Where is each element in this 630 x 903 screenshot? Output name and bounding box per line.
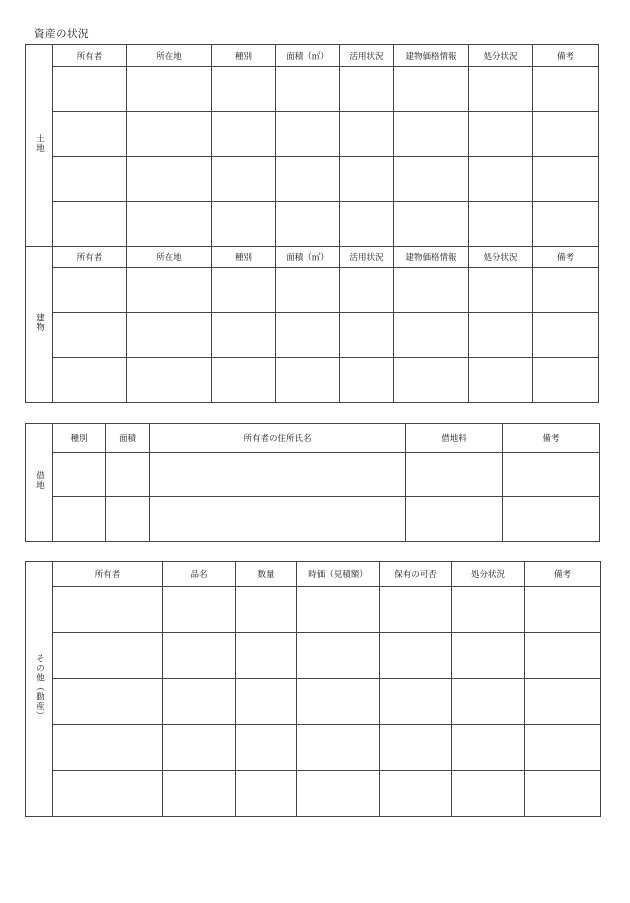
building-row — [26, 313, 599, 358]
land-col-type: 種別 — [212, 45, 276, 67]
land-col-owner: 所有者 — [53, 45, 127, 67]
land-col-price-info: 建物価格情報 — [394, 45, 469, 67]
building-col-price-info: 建物価格情報 — [394, 247, 469, 268]
leased-col-type: 種別 — [53, 424, 106, 453]
leased-land-row — [26, 497, 600, 542]
land-col-disposal: 処分状況 — [469, 45, 533, 67]
leased-col-remarks: 備考 — [503, 424, 600, 453]
other-col-item-name: 品名 — [163, 562, 236, 587]
land-col-area: 面積（㎡） — [276, 45, 340, 67]
other-col-market-value: 時価（見積額） — [297, 562, 380, 587]
other-row — [26, 725, 601, 771]
other-row — [26, 633, 601, 679]
leased-col-area: 面積 — [106, 424, 150, 453]
leased-col-owner-address: 所有者の住所氏名 — [150, 424, 406, 453]
other-col-retention: 保有の可否 — [380, 562, 452, 587]
building-col-disposal: 処分状況 — [469, 247, 533, 268]
other-row — [26, 771, 601, 817]
other-row — [26, 679, 601, 725]
leased-col-rent: 借地料 — [406, 424, 503, 453]
other-col-disposal: 処分状況 — [452, 562, 525, 587]
other-assets-table — [25, 561, 601, 817]
building-col-area: 面積（㎡） — [276, 247, 340, 268]
leased-land-table — [25, 423, 600, 542]
land-building-table — [25, 44, 599, 403]
building-side-label: 建物 — [26, 247, 53, 403]
other-header-row — [26, 562, 601, 587]
building-col-type: 種別 — [212, 247, 276, 268]
land-col-location: 所在地 — [127, 45, 212, 67]
building-col-owner: 所有者 — [53, 247, 127, 268]
land-row — [26, 112, 599, 157]
building-col-remarks: 備考 — [533, 247, 599, 268]
land-side-label: 土地 — [26, 45, 53, 247]
building-col-location: 所在地 — [127, 247, 212, 268]
land-header-row — [26, 45, 599, 67]
other-row — [26, 587, 601, 633]
other-side-label: その他（動産） — [26, 562, 53, 817]
land-col-usage: 活用状況 — [340, 45, 394, 67]
land-row — [26, 202, 599, 247]
other-col-owner: 所有者 — [53, 562, 163, 587]
land-col-remarks: 備考 — [533, 45, 599, 67]
building-row — [26, 268, 599, 313]
leased-land-row — [26, 453, 600, 497]
land-row — [26, 157, 599, 202]
other-col-quantity: 数量 — [236, 562, 297, 587]
leased-land-header-row — [26, 424, 600, 453]
building-header-row — [26, 247, 599, 268]
other-col-remarks: 備考 — [525, 562, 601, 587]
building-col-usage: 活用状況 — [340, 247, 394, 268]
land-row — [26, 67, 599, 112]
building-row — [26, 358, 599, 403]
page-title: 資産の状況 — [34, 28, 89, 40]
leased-land-side-label: 借地 — [26, 424, 53, 542]
